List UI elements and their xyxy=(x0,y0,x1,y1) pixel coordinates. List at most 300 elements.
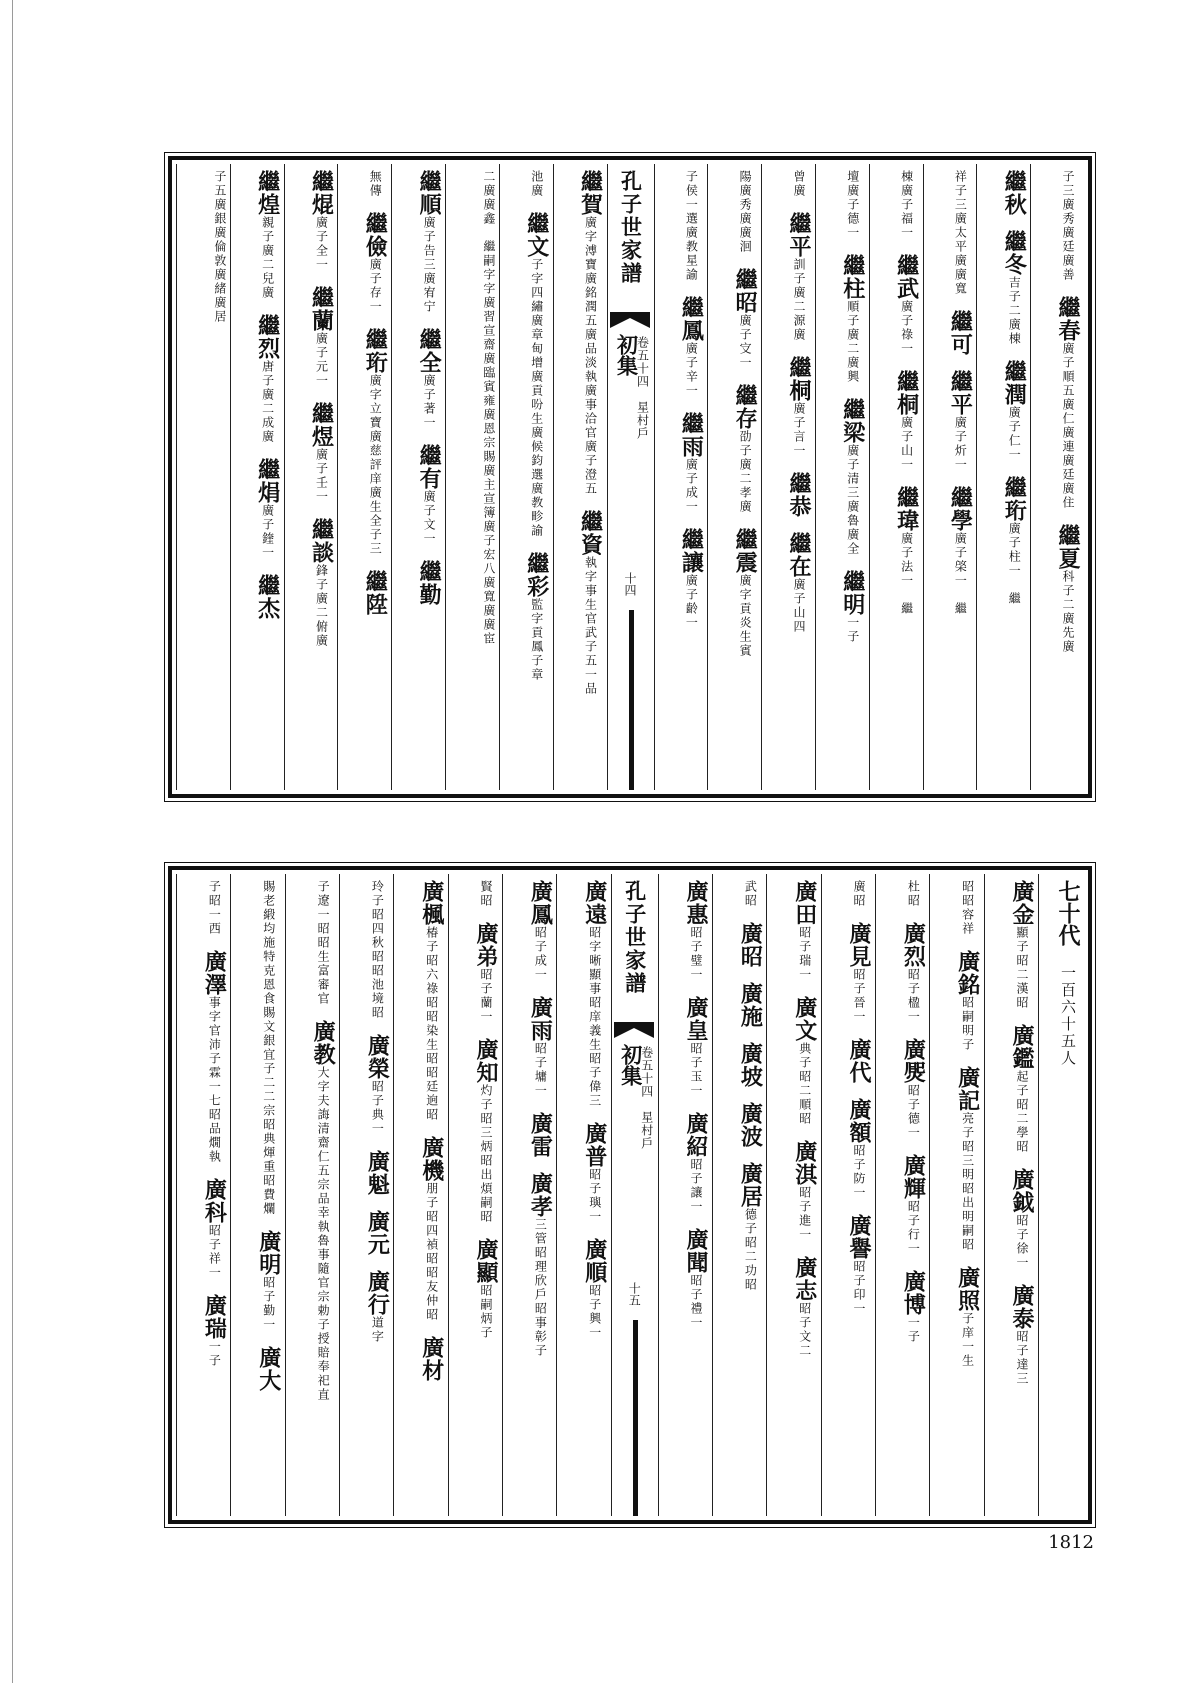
annotation-text: 玉 xyxy=(689,1070,704,1084)
person-name: 繼蘭 xyxy=(308,286,335,332)
annotation-text: 德 xyxy=(906,1112,921,1126)
annotation-text: 廣子 xyxy=(314,448,329,476)
person-name: 廣博 xyxy=(900,1270,927,1316)
book-title: 孔子世家譜 xyxy=(618,170,644,285)
annotation-text: 一 xyxy=(207,1080,222,1094)
annotation-text: 子 xyxy=(587,1066,602,1080)
annotation-text: 施 xyxy=(261,936,276,950)
annotation-text: 告 xyxy=(422,244,437,258)
annotation-text: 一 xyxy=(1015,1256,1029,1270)
top_panel.left_columns-column xyxy=(391,164,445,790)
annotation-text: 廣子 xyxy=(314,216,329,244)
annotation-text: 品 xyxy=(583,342,598,356)
annotation-text: 柱 xyxy=(1007,550,1022,564)
generation-label: 七十代 xyxy=(1055,880,1081,946)
annotation-text: 五 xyxy=(316,1164,331,1178)
annotation-text: 煩 xyxy=(479,1182,494,1196)
person-name: 廣孝 xyxy=(527,1172,554,1218)
annotation-text: 廣 xyxy=(1007,318,1022,332)
annotation-text: 仁 xyxy=(1007,434,1022,448)
annotation-text: 五 xyxy=(583,314,598,328)
annotation-text: 二 xyxy=(260,402,275,416)
annotation-text: 玲 xyxy=(370,880,385,894)
annotation-text: 生 xyxy=(960,1354,975,1368)
annotation-text: 一 xyxy=(852,1302,867,1316)
annotation-text: 廣 xyxy=(481,198,496,212)
person-name: 廣金 xyxy=(1009,880,1035,926)
person-name: 繼焜 xyxy=(308,170,335,216)
annotation-text: 秀 xyxy=(738,198,753,212)
annotation-text: 昭子 xyxy=(689,1274,704,1302)
annotation-text: 廣 xyxy=(583,272,598,286)
annotation-text: 廣子 xyxy=(684,574,699,602)
annotation-text: 子 xyxy=(583,640,598,654)
annotation-text: 一 xyxy=(533,968,548,982)
person-name: 繼春 xyxy=(1055,296,1081,342)
annotation-text: 廣子 xyxy=(845,184,860,212)
person-name: 繼瑋 xyxy=(893,486,920,532)
bottom_panel.right_columns-column xyxy=(821,874,875,1516)
annotation-text: 訓子 xyxy=(791,258,806,286)
bottom_panel.left_columns-column xyxy=(230,874,284,1516)
person-name: 繼桐 xyxy=(785,356,812,402)
annotation-text: 學 xyxy=(1015,1126,1029,1140)
annotation-text: 昭 xyxy=(479,1210,494,1224)
annotation-text: 一 xyxy=(797,968,812,982)
annotation-text: 一 xyxy=(684,198,699,212)
annotation-text: 二 xyxy=(1007,304,1022,318)
annotation-text: 一 xyxy=(953,458,968,472)
annotation-text: 祥 xyxy=(207,1252,222,1266)
annotation-text: 昭子 xyxy=(906,968,921,996)
annotation-text: 廣 xyxy=(260,244,275,258)
annotation-text: 昭子 xyxy=(207,1224,222,1252)
annotation-text: 四 xyxy=(791,620,806,634)
annotation-text: 子 xyxy=(368,528,383,542)
annotation-text: 簿 xyxy=(481,506,496,520)
person-name: 繼夏 xyxy=(1055,524,1081,570)
annotation-text: 一 xyxy=(314,490,329,504)
annotation-text: 宗 xyxy=(316,1290,331,1304)
annotation-text: 一子 xyxy=(845,616,860,644)
person-name: 廣㷗 xyxy=(900,1038,927,1084)
annotation-text: 一 xyxy=(1007,448,1022,462)
annotation-text: 二 xyxy=(261,1090,276,1104)
annotation-text: 善 xyxy=(1061,268,1075,282)
annotation-text: 廣 xyxy=(1061,226,1075,240)
annotation-text: 元 xyxy=(314,360,329,374)
annotation-text: 一 xyxy=(791,444,806,458)
annotation-text: 一 xyxy=(422,416,437,430)
annotation-text: 炘 xyxy=(953,444,968,458)
person-name: 廣鳳 xyxy=(527,880,554,926)
annotation-text: 文 xyxy=(261,1020,276,1034)
person-name: 廣代 xyxy=(846,1038,873,1084)
annotation-text: 賓 xyxy=(481,380,496,394)
annotation-text: 溥 xyxy=(583,244,598,258)
annotation-text: 漢 xyxy=(1015,982,1029,996)
annotation-text: 事 xyxy=(587,982,602,996)
annotation-text: 源 xyxy=(791,314,806,328)
annotation-text: 一 xyxy=(422,532,437,546)
annotation-text: 品 xyxy=(207,1122,222,1136)
annotation-text: 生 xyxy=(316,950,331,964)
annotation-text: 出 xyxy=(479,1168,494,1182)
top_panel.right_columns-column xyxy=(1030,164,1084,790)
person-name: 廣銘 xyxy=(954,950,981,996)
annotation-text: 子 xyxy=(960,1038,975,1052)
annotation-text: 二 xyxy=(261,1076,276,1090)
annotation-text: 賓 xyxy=(738,644,753,658)
annotation-text: 子 xyxy=(684,170,699,184)
annotation-text: 廣子 xyxy=(953,416,968,444)
annotation-text: 恩 xyxy=(261,978,276,992)
annotation-text: 賢 xyxy=(479,880,494,894)
person-name: 廣坡 xyxy=(737,1042,764,1088)
annotation-text: 炳 xyxy=(479,1140,494,1154)
annotation-text: 廣子 xyxy=(1007,406,1022,434)
annotation-text: 倫 xyxy=(212,240,227,254)
annotation-text: 一 xyxy=(906,1242,921,1256)
person-name: 繼鳳 xyxy=(678,296,705,342)
annotation-text: 達 xyxy=(1015,1358,1029,1372)
annotation-text: 八 xyxy=(481,562,496,576)
annotation-text: 事 xyxy=(583,398,598,412)
annotation-text: 特 xyxy=(261,950,276,964)
annotation-text: 五 xyxy=(583,654,598,668)
annotation-text: 子 xyxy=(212,170,227,184)
annotation-text: 寬 xyxy=(953,282,968,296)
page-number: 1812 xyxy=(1048,1532,1094,1553)
annotation-text: 昭 xyxy=(316,936,331,950)
annotation-text: 一子 xyxy=(207,1340,222,1368)
person-name: 繼震 xyxy=(732,528,759,574)
annotation-text: 辛 xyxy=(684,370,699,384)
series-label: 初集 xyxy=(618,1044,644,1086)
bottom_panel.right_columns-column xyxy=(929,874,983,1516)
top_panel.left_columns-column xyxy=(445,164,499,790)
annotation-text: 昭 xyxy=(533,1302,548,1316)
annotation-text: 居 xyxy=(212,310,227,324)
fish-tail-mark-icon xyxy=(610,312,650,328)
bottom-panel-columns xyxy=(176,874,1084,1516)
person-name: 繼存 xyxy=(732,384,759,430)
annotation-text: 昭 xyxy=(370,964,385,978)
annotation-text: 選 xyxy=(684,212,699,226)
annotation-text: 明 xyxy=(960,1024,975,1038)
annotation-text: 子 xyxy=(261,1062,276,1076)
annotation-text: 審 xyxy=(316,978,331,992)
annotation-text: 典子 xyxy=(797,1042,812,1070)
person-name: 廣行 xyxy=(364,1270,391,1316)
annotation-text: 生 xyxy=(424,1038,439,1052)
top_panel.right_columns-column xyxy=(654,164,708,790)
annotation-text: 昭嗣 xyxy=(479,1284,494,1312)
annotation-text: 一 xyxy=(906,1126,921,1140)
annotation-text: 山 xyxy=(791,606,806,620)
annotation-text: 容 xyxy=(960,908,975,922)
annotation-text: 秀 xyxy=(1061,212,1075,226)
person-name: 廣元 xyxy=(364,1210,391,1256)
annotation-text: 一 xyxy=(314,374,329,388)
annotation-text: 二 xyxy=(797,1084,812,1098)
top_panel.left_columns-column xyxy=(337,164,391,790)
annotation-text: 壬 xyxy=(314,476,329,490)
annotation-text: 寬 xyxy=(481,590,496,604)
annotation-text: 齋 xyxy=(316,1136,331,1150)
annotation-text: 四 xyxy=(424,1224,439,1238)
annotation-text: 蘭 xyxy=(479,996,494,1010)
person-name: 繼烈 xyxy=(254,314,281,360)
annotation-text: 洽 xyxy=(583,412,598,426)
annotation-text: 銀 xyxy=(261,1034,276,1048)
annotation-text: 星 xyxy=(684,254,699,268)
person-name: 廣紹 xyxy=(683,1112,710,1158)
annotation-text: 廣 xyxy=(738,458,753,472)
top_panel.right_columns-column xyxy=(707,164,761,790)
annotation-text: 廣 xyxy=(212,198,227,212)
person-name: 廣材 xyxy=(418,1336,445,1382)
annotation-text: 昭子 xyxy=(370,1080,385,1108)
annotation-text: 昭 xyxy=(743,894,758,908)
annotation-text: 宗 xyxy=(481,436,496,450)
annotation-text: 魯 xyxy=(316,1234,331,1248)
annotation-text: 鋒子 xyxy=(314,564,329,592)
annotation-text: 子 xyxy=(370,894,385,908)
top_panel.right_columns-column xyxy=(815,164,869,790)
annotation-text: 全 xyxy=(314,244,329,258)
annotation-text: 克 xyxy=(261,964,276,978)
annotation-text: 一 xyxy=(852,1010,867,1024)
annotation-text: 廣 xyxy=(529,426,544,440)
annotation-text: 齡 xyxy=(684,602,699,616)
annotation-text: 二 xyxy=(797,1344,812,1358)
person-name: 繼學 xyxy=(947,486,974,532)
bottom_panel.right_columns-column xyxy=(712,874,766,1516)
annotation-text: 三管 xyxy=(533,1218,548,1246)
annotation-text: 齋 xyxy=(481,338,496,352)
annotation-text: 唐子 xyxy=(260,360,275,388)
annotation-text: 昭 xyxy=(424,1052,439,1066)
annotation-text: 廣 xyxy=(845,500,860,514)
annotation-text: 官 xyxy=(583,612,598,626)
annotation-text: 吩 xyxy=(529,398,544,412)
annotation-text: 官 xyxy=(316,992,331,1006)
volume-label: 卷五十四 星村戶 xyxy=(635,336,650,440)
annotation-text: 嗣 xyxy=(960,1224,975,1238)
annotation-text: 賜 xyxy=(261,1006,276,1020)
person-name: 繼梁 xyxy=(839,398,866,444)
annotation-text: 興 xyxy=(845,370,860,384)
annotation-text: 廣 xyxy=(212,268,227,282)
person-name: 廣教 xyxy=(310,1020,337,1066)
person-name: 廣遠 xyxy=(581,880,608,926)
annotation-text: 老 xyxy=(261,894,276,908)
annotation-text: 霖 xyxy=(207,1066,222,1080)
annotation-text: 五 xyxy=(1061,384,1075,398)
annotation-text: 習 xyxy=(481,310,496,324)
annotation-text: 一 xyxy=(260,546,275,560)
folio-number: 十五 xyxy=(627,1282,642,1306)
fish-tail-mark-icon xyxy=(614,1022,654,1038)
annotation-text: 昭 xyxy=(533,1246,548,1260)
annotation-text: 宣 xyxy=(481,492,496,506)
annotation-text: 一 xyxy=(684,500,699,514)
annotation-text: 宁 xyxy=(422,300,437,314)
annotation-text: 事字 xyxy=(207,996,222,1024)
annotation-text: 廷 xyxy=(1061,468,1075,482)
annotation-text: 廣 xyxy=(314,592,329,606)
top_panel.left_columns-column xyxy=(230,164,284,790)
annotation-text: 廣 xyxy=(368,486,383,500)
annotation-text: 瑞 xyxy=(797,954,812,968)
annotation-text: 繼嗣 xyxy=(481,240,496,268)
person-name: 繼煜 xyxy=(308,402,335,448)
annotation-text: 潤 xyxy=(583,300,598,314)
annotation-text: 爛 xyxy=(261,1202,276,1216)
annotation-text: 官 xyxy=(207,1024,222,1038)
annotation-text: 一 xyxy=(960,1340,975,1354)
annotation-text: 子字 xyxy=(529,258,544,286)
annotation-text: 庠 xyxy=(587,1010,602,1024)
annotation-text: 一 xyxy=(899,458,914,472)
annotation-text: 德 xyxy=(845,212,860,226)
annotation-text: 銀 xyxy=(212,212,227,226)
annotation-text: 廣子 xyxy=(314,332,329,360)
annotation-text: 賜 xyxy=(481,450,496,464)
person-name: 繼恭 xyxy=(785,472,812,518)
spine-rule xyxy=(633,1320,638,1516)
annotation-text: 廣 xyxy=(953,254,968,268)
annotation-text: 一 xyxy=(906,1010,921,1024)
annotation-text: 昭 xyxy=(261,1118,276,1132)
person-name: 繼可 xyxy=(947,310,974,356)
annotation-text: 幸 xyxy=(316,1206,331,1220)
annotation-text: 一 xyxy=(684,384,699,398)
annotation-text: 理 xyxy=(533,1260,548,1274)
annotation-text: 子 xyxy=(960,1312,975,1326)
annotation-text: 仁 xyxy=(316,1150,331,1164)
annotation-text: 增 xyxy=(529,356,544,370)
annotation-text: 一 xyxy=(852,1186,867,1200)
bottom_panel.left_columns-column xyxy=(285,874,339,1516)
annotation-text: 章 xyxy=(529,668,544,682)
annotation-text: 昭 xyxy=(370,950,385,964)
annotation-text: 教 xyxy=(529,496,544,510)
person-name: 廣昭 xyxy=(737,922,764,968)
annotation-text: 廣 xyxy=(529,184,544,198)
annotation-text: 一 xyxy=(689,1316,704,1330)
annotation-text: 昭 xyxy=(370,1006,385,1020)
annotation-text: 執字 xyxy=(583,556,598,584)
bottom_panel.left_columns-column xyxy=(448,874,502,1516)
annotation-text: 廣 xyxy=(738,500,753,514)
annotation-text: 壇 xyxy=(845,170,860,184)
annotation-text: 一 xyxy=(533,1084,548,1098)
annotation-text: 廣 xyxy=(845,328,860,342)
annotation-text: 廣 xyxy=(852,880,867,894)
annotation-text: 廣 xyxy=(1061,398,1075,412)
annotation-text: 一子 xyxy=(906,1316,921,1344)
annotation-text: 章 xyxy=(529,328,544,342)
person-name: 繼煌 xyxy=(254,170,281,216)
annotation-text: 昭 xyxy=(424,1266,439,1280)
person-name: 廣雷 xyxy=(527,1112,554,1158)
annotation-text: 山 xyxy=(899,444,914,458)
annotation-text: 二 xyxy=(260,258,275,272)
person-name: 廣雨 xyxy=(527,996,554,1042)
annotation-text: 晰 xyxy=(587,954,602,968)
annotation-text: 昭子 xyxy=(906,1200,921,1228)
annotation-text: 廣字 xyxy=(738,574,753,602)
annotation-text: 勅 xyxy=(316,1304,331,1318)
annotation-text: 秋 xyxy=(370,936,385,950)
top_panel.left_columns-column xyxy=(499,164,553,790)
annotation-text: 昭 xyxy=(960,1140,975,1154)
annotation-text: 炎 xyxy=(738,616,753,630)
annotation-text: 廣子 xyxy=(260,504,275,532)
annotation-text: 典 xyxy=(370,1108,385,1122)
annotation-text: 存 xyxy=(368,286,383,300)
annotation-text: 昭 xyxy=(743,1236,758,1250)
annotation-text: 繼 xyxy=(899,602,914,616)
annotation-text: 二 xyxy=(738,472,753,486)
person-name: 廣順 xyxy=(581,1238,608,1284)
annotation-text: 友 xyxy=(424,1280,439,1294)
annotation-text: 讓 xyxy=(689,1186,704,1200)
annotation-text: 晉 xyxy=(852,996,867,1010)
person-name: 繼資 xyxy=(577,510,604,556)
person-name: 繼秋 xyxy=(1001,170,1028,216)
annotation-text: 五 xyxy=(583,482,598,496)
annotation-text: 庠 xyxy=(960,1326,975,1340)
person-name: 繼昭 xyxy=(732,268,759,314)
annotation-text: 誨 xyxy=(316,1108,331,1122)
annotation-text: 奉 xyxy=(316,1360,331,1374)
annotation-text: 昭子 xyxy=(797,1302,812,1330)
annotation-text: 三 xyxy=(368,542,383,556)
person-name: 廣大 xyxy=(255,1346,282,1392)
annotation-text: 昭 xyxy=(424,1210,439,1224)
annotation-text: 文 xyxy=(797,1330,812,1344)
annotation-text: 昭 xyxy=(797,1112,812,1126)
annotation-text: 昭子 xyxy=(587,1284,602,1312)
annotation-text: 無 xyxy=(368,170,383,184)
annotation-text: 廷 xyxy=(424,1080,439,1094)
annotation-text: 先 xyxy=(1061,626,1075,640)
annotation-text: 二 xyxy=(791,300,806,314)
annotation-text: 俯 xyxy=(314,620,329,634)
annotation-text: 生 xyxy=(529,412,544,426)
annotation-text: 廣 xyxy=(738,212,753,226)
annotation-text: 起子 xyxy=(1015,1070,1029,1098)
book-title: 孔子世家譜 xyxy=(622,880,648,995)
annotation-text: 廣 xyxy=(260,430,275,444)
annotation-text: 官 xyxy=(316,1276,331,1290)
annotation-text: 字字 xyxy=(481,268,496,296)
annotation-text: 子 xyxy=(533,1344,548,1358)
annotation-text: 重 xyxy=(261,1160,276,1174)
person-name: 繼雨 xyxy=(678,412,705,458)
person-name: 廣瑞 xyxy=(201,1294,228,1340)
person-name: 廣皇 xyxy=(683,996,710,1042)
annotation-text: 宏 xyxy=(481,548,496,562)
annotation-text: 墉 xyxy=(533,1070,548,1084)
annotation-text: 二 xyxy=(845,342,860,356)
annotation-text: 兒 xyxy=(260,272,275,286)
annotation-text: 授 xyxy=(316,1332,331,1346)
bottom_panel.left_columns-column xyxy=(176,874,230,1516)
